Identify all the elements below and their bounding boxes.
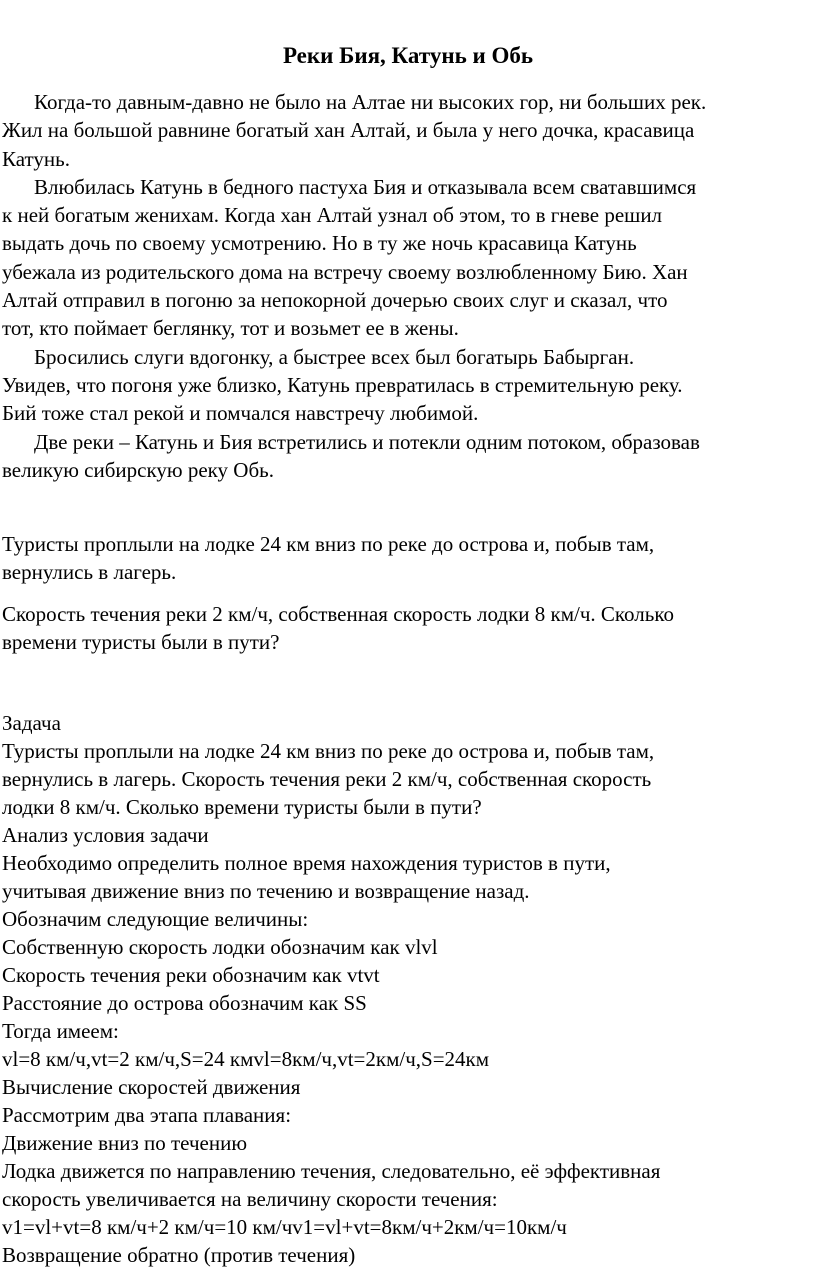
text-line: Бросились слуги вдогонку, а быстрее всех был богатырь Бабырган. bbox=[34, 344, 635, 369]
text-line: Увидев, что погоня уже близко, Катунь превратилась в стремительную реку. bbox=[2, 372, 683, 397]
text-line: Катунь. bbox=[2, 146, 70, 171]
text-line: Лодка движется по направлению течения, следовательно, её эффективная bbox=[2, 1159, 661, 1184]
text-line: Скорость течения реки 2 км/ч, собственная скорость лодки 8 км/ч. Сколько bbox=[2, 601, 674, 626]
text-line: Вычисление скоростей движения bbox=[2, 1075, 301, 1100]
story-paragraph-2 bbox=[2, 173, 814, 343]
text-line: выдать дочь по своему усмотрению. Но в ту же ночь красавица Катунь bbox=[2, 231, 637, 256]
text-line: Скорость течения реки обозначим как vtvt bbox=[2, 963, 380, 988]
text-line: Две реки – Катунь и Бия встретились и потекли одним потоком, образовав bbox=[34, 429, 700, 454]
text-line: Рассмотрим два этапа плавания: bbox=[2, 1103, 292, 1128]
text-line: лодки 8 км/ч. Сколько времени туристы были в пути? bbox=[2, 795, 482, 820]
text-line: Влюбилась Катунь в бедного пастуха Бия и отказывала всем сватавшимся bbox=[34, 174, 697, 199]
text-line: Необходимо определить полное время нахождения туристов в пути, bbox=[2, 851, 611, 876]
text-line: Движение вниз по течению bbox=[2, 1131, 248, 1156]
text-line: Туристы проплыли на лодке 24 км вниз по реке до острова и, побыв там, bbox=[2, 532, 655, 557]
text-line: Алтай отправил в погоню за непокорной дочерью своих слуг и сказал, что bbox=[2, 288, 668, 313]
text-line: времени туристы были в пути? bbox=[2, 630, 280, 655]
story-paragraph-3 bbox=[2, 343, 814, 428]
text-line: учитывая движение вниз по течению и возвращение назад. bbox=[2, 879, 530, 904]
problem-statement-paragraph-2 bbox=[2, 600, 814, 657]
text-line: vl=8 км/ч,vt=2 км/ч,S=24 кмvl=8км/ч,vt=2км/ч,S=24км bbox=[2, 1047, 490, 1072]
text-line: Расстояние до острова обозначим как SS bbox=[2, 991, 367, 1016]
text-line: Задача bbox=[2, 711, 61, 736]
text-line: вернулись в лагерь. Скорость течения реки 2 км/ч, собственная скорость bbox=[2, 767, 652, 792]
text-line: Жил на большой равнине богатый хан Алтай, и была у него дочка, красавица bbox=[2, 118, 695, 143]
story-paragraph-4 bbox=[2, 428, 814, 485]
text-line: вернулись в лагерь. bbox=[2, 560, 177, 585]
text-line: Собственную скорость лодки обозначим как vlvl bbox=[2, 935, 438, 960]
text-line: Анализ условия задачи bbox=[2, 823, 209, 848]
text-line: тот, кто поймает беглянку, тот и возьмет ее в жены. bbox=[2, 316, 459, 341]
text-line: v1=vl+vt=8 км/ч+2 км/ч=10 км/чv1=vl+vt=8км/ч+2км/ч=10км/ч bbox=[2, 1215, 567, 1240]
text-line: Туристы проплыли на лодке 24 км вниз по реке до острова и, побыв там, bbox=[2, 739, 655, 764]
text-line: скорость увеличивается на величину скорости течения: bbox=[2, 1187, 498, 1212]
text-line: великую сибирскую реку Обь. bbox=[2, 457, 274, 482]
text-line: убежала из родительского дома на встречу своему возлюбленному Бию. Хан bbox=[2, 259, 688, 284]
document-title: Реки Бия, Катунь и Обь bbox=[282, 43, 534, 68]
text-line: Тогда имеем: bbox=[2, 1019, 119, 1044]
text-line: Бий тоже стал рекой и помчался навстречу любимой. bbox=[2, 401, 479, 426]
text-line: Когда-то давным-давно не было на Алтае ни высоких гор, ни больших рек. bbox=[34, 90, 707, 114]
text-line: к ней богатым женихам. Когда хан Алтай узнал об этом, то в гневе решил bbox=[2, 203, 663, 228]
story-paragraph-1 bbox=[2, 88, 814, 173]
solution-block bbox=[2, 709, 814, 1267]
text-line: Возвращение обратно (против течения) bbox=[2, 1243, 356, 1267]
text-line: Обозначим следующие величины: bbox=[2, 907, 309, 932]
problem-statement-paragraph-1 bbox=[2, 530, 814, 587]
